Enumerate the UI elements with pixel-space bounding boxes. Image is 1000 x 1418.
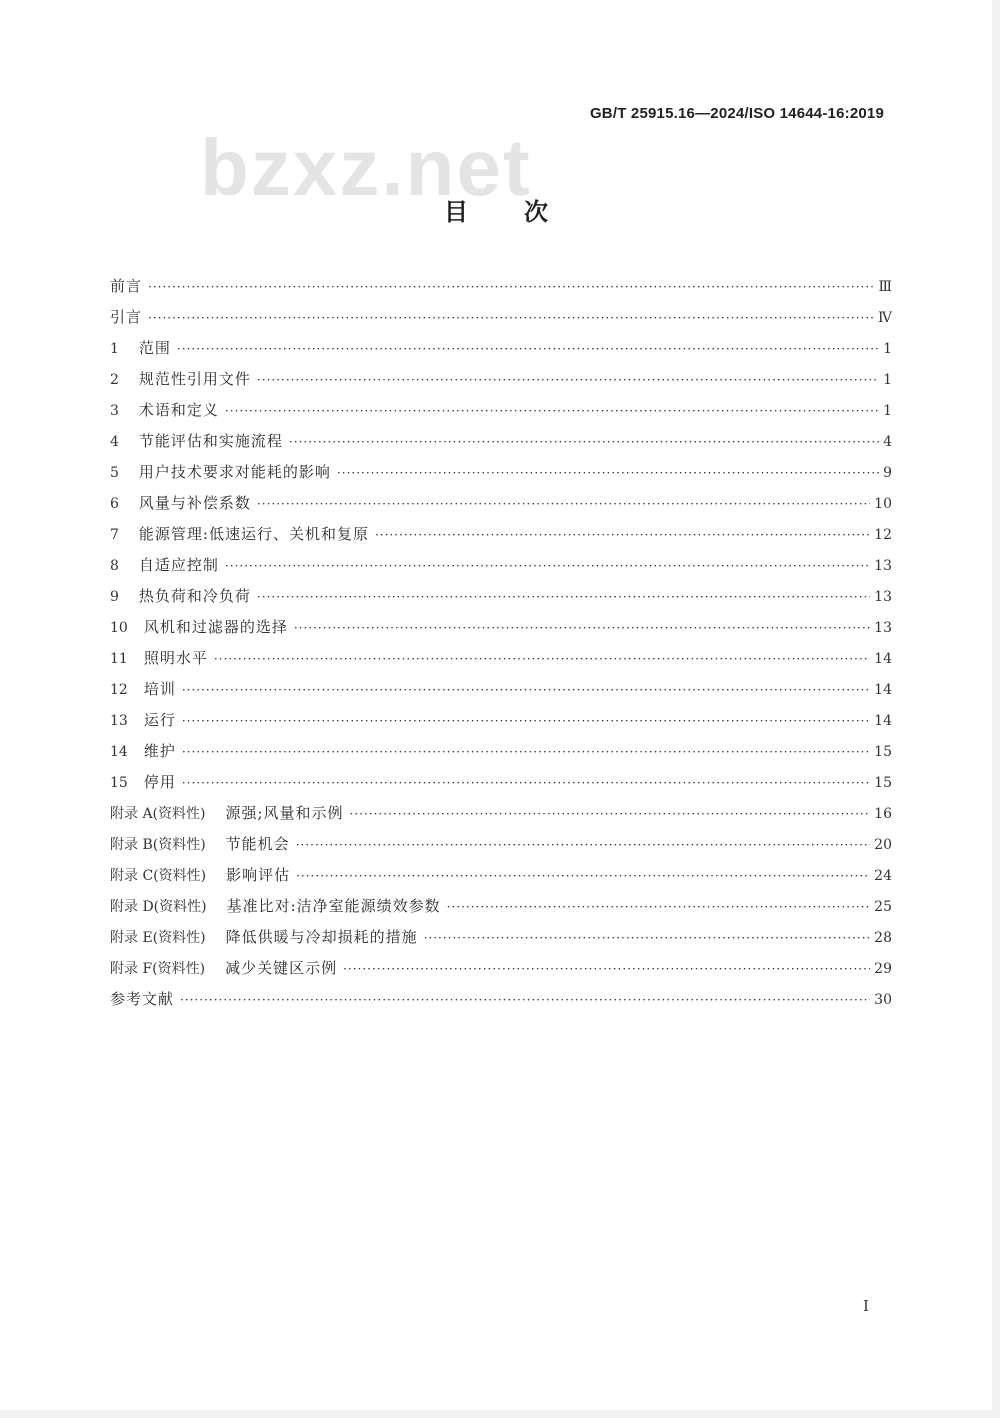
dot-leader	[350, 799, 871, 830]
toc-entry-page: 12	[874, 527, 892, 543]
toc-entry[interactable]	[110, 643, 892, 674]
toc-entry-number: 15	[110, 775, 128, 791]
toc-entry[interactable]	[110, 302, 892, 333]
toc-entry-number: 附录 A(资料性)	[110, 806, 206, 822]
toc-entry[interactable]	[110, 674, 892, 705]
toc-entry-number: 9	[110, 589, 119, 605]
dot-leader	[182, 706, 870, 737]
toc-entry-page: 13	[874, 620, 892, 636]
toc-entry-page: 9	[883, 465, 892, 481]
toc-entry[interactable]	[110, 550, 892, 581]
toc-entry-page: 29	[874, 961, 892, 977]
toc-entry-number: 附录 D(资料性)	[110, 899, 207, 915]
toc-entry-label: 自适应控制	[138, 556, 219, 574]
dot-leader	[177, 334, 879, 365]
toc-entry[interactable]	[110, 395, 892, 426]
toc-entry[interactable]	[110, 736, 892, 767]
toc-entry-number: 4	[110, 434, 119, 450]
toc-entry-number: 5	[110, 465, 119, 481]
toc-entry-label: 节能评估和实施流程	[138, 432, 283, 450]
toc-entry-label: 培训	[143, 680, 176, 698]
table-of-contents	[110, 271, 892, 1015]
toc-entry[interactable]	[110, 984, 892, 1015]
toc-entry-label: 维护	[143, 742, 176, 760]
toc-entry-label: 停用	[143, 773, 176, 791]
dot-leader	[296, 830, 870, 861]
toc-entry-number: 附录 E(资料性)	[110, 930, 206, 946]
page-title: 目次	[444, 197, 604, 226]
toc-entry-page: 13	[874, 558, 892, 574]
toc-entry-page: 24	[874, 868, 892, 884]
toc-entry[interactable]	[110, 612, 892, 643]
dot-leader	[214, 644, 870, 675]
toc-entry[interactable]	[110, 426, 892, 457]
toc-entry[interactable]	[110, 333, 892, 364]
toc-entry-label: 规范性引用文件	[138, 370, 251, 388]
dot-leader	[296, 861, 870, 892]
toc-entry-page: 14	[874, 713, 892, 729]
toc-entry[interactable]	[110, 767, 892, 798]
toc-entry-page: 13	[874, 589, 892, 605]
toc-entry-number: 附录 B(资料性)	[110, 837, 206, 853]
toc-entry-label: 运行	[143, 711, 176, 729]
toc-entry-page: Ⅲ	[878, 279, 892, 295]
toc-entry-page: Ⅳ	[878, 310, 892, 326]
toc-entry-number: 3	[110, 403, 119, 419]
toc-entry-number: 7	[110, 527, 119, 543]
toc-entry-label: 风机和过滤器的选择	[143, 618, 288, 636]
toc-entry-number: 8	[110, 558, 119, 574]
toc-entry[interactable]	[110, 581, 892, 612]
toc-entry[interactable]	[110, 705, 892, 736]
toc-entry-page: 1	[883, 341, 892, 357]
toc-entry-label: 引言	[110, 308, 143, 326]
toc-entry-page: 15	[874, 775, 892, 791]
toc-entry-page: 1	[883, 403, 892, 419]
toc-entry[interactable]	[110, 860, 892, 891]
dot-leader	[225, 396, 879, 427]
standard-number: GB/T 25915.16—2024/ISO 14644-16:2019	[589, 105, 884, 122]
watermark: bzxz.net	[200, 123, 532, 212]
dot-leader	[182, 675, 870, 706]
toc-entry-page: 25	[874, 899, 892, 915]
toc-entry-label: 节能机会	[225, 835, 290, 853]
toc-entry[interactable]	[110, 953, 892, 984]
toc-entry-label: 风量与补偿系数	[138, 494, 251, 512]
toc-entry-number: 13	[110, 713, 128, 729]
toc-entry-label: 用户技术要求对能耗的影响	[138, 463, 331, 481]
toc-entry[interactable]	[110, 457, 892, 488]
toc-entry-page: 10	[874, 496, 892, 512]
toc-entry-number: 附录 F(资料性)	[110, 961, 206, 977]
dot-leader	[180, 985, 870, 1016]
toc-entry-number: 6	[110, 496, 119, 512]
toc-entry-label: 基准比对:洁净室能源绩效参数	[226, 897, 441, 915]
toc-entry-number: 10	[110, 620, 128, 636]
dot-leader	[257, 365, 879, 396]
toc-entry-number: 12	[110, 682, 128, 698]
toc-entry-label: 能源管理:低速运行、关机和复原	[138, 525, 369, 543]
dot-leader	[257, 489, 870, 520]
dot-leader	[447, 892, 871, 923]
toc-entry-label: 范围	[138, 339, 171, 357]
toc-entry-label: 参考文献	[110, 990, 175, 1008]
dot-leader	[182, 737, 870, 768]
toc-entry[interactable]	[110, 488, 892, 519]
toc-entry-page: 20	[874, 837, 892, 853]
toc-entry[interactable]	[110, 922, 892, 953]
toc-entry-page: 14	[874, 651, 892, 667]
toc-entry[interactable]	[110, 829, 892, 860]
dot-leader	[148, 303, 874, 334]
dot-leader	[148, 272, 874, 303]
dot-leader	[337, 458, 879, 489]
toc-entry-label: 减少关键区示例	[225, 959, 338, 977]
dot-leader	[294, 613, 870, 644]
toc-entry-page: 28	[874, 930, 892, 946]
page-number: Ⅰ	[863, 1297, 869, 1315]
toc-entry-number: 2	[110, 372, 119, 388]
toc-entry-page: 4	[883, 434, 892, 450]
toc-entry-label: 降低供暖与冷却损耗的措施	[225, 928, 418, 946]
toc-entry-number: 14	[110, 744, 128, 760]
toc-entry[interactable]	[110, 519, 892, 550]
toc-entry[interactable]	[110, 891, 892, 922]
toc-entry[interactable]	[110, 798, 892, 829]
toc-entry-label: 照明水平	[143, 649, 208, 667]
toc-entry-page: 1	[883, 372, 892, 388]
toc-entry-number: 附录 C(资料性)	[110, 868, 207, 884]
toc-entry-page: 14	[874, 682, 892, 698]
toc-entry-label: 影响评估	[226, 866, 291, 884]
toc-entry-page: 30	[874, 992, 892, 1008]
toc-entry[interactable]	[110, 271, 892, 302]
toc-entry-label: 术语和定义	[138, 401, 219, 419]
dot-leader	[375, 520, 870, 551]
dot-leader	[343, 954, 870, 985]
dot-leader	[182, 768, 870, 799]
dot-leader	[289, 427, 879, 458]
dot-leader	[257, 582, 870, 613]
toc-entry-page: 15	[874, 744, 892, 760]
toc-entry-number: 11	[110, 651, 128, 667]
toc-entry-label: 热负荷和冷负荷	[138, 587, 251, 605]
dot-leader	[225, 551, 870, 582]
toc-entry-page: 16	[874, 806, 892, 822]
toc-entry-label: 前言	[110, 277, 143, 295]
toc-entry-label: 源强;风量和示例	[225, 804, 344, 822]
dot-leader	[424, 923, 871, 954]
toc-entry-number: 1	[110, 341, 119, 357]
toc-entry[interactable]	[110, 364, 892, 395]
